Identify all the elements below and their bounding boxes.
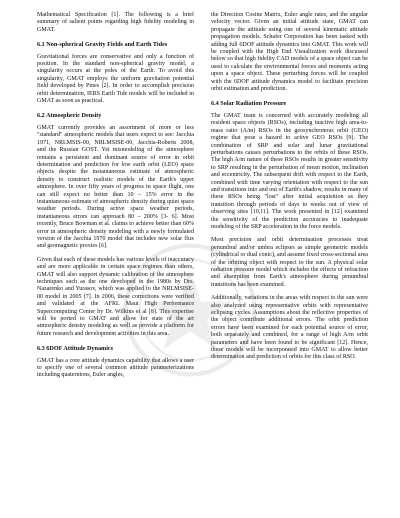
srp-paragraph-1: The GMAT team is concerned with accurately modeling all resident space objects (RSOs), including inactive high area-to-mass ratio (A/m) RSOs in the geosynchronous orbit (GEO) regime that pose a hazard to active GEO RSOs [9]. The combination of SRP and solar and lunar gravitational perturbations causes perturbations to the orbits of these RSOs. The high A/m nature of these RSOs results in greater sensitivity to SRP resulting in the perturbation of mean motion, inclination and eccentricity. The subsequent drift with respect to the Earth, combined with time varying orientation with respect to the sun and transitions into and out of Earth's shadow, results in many of these RSOs being "lost" after initial acquisition as they transition through periods of days to weeks out of view of observing sites [10,11]. The work presented in [12] examined the sensitivity of the prediction accuracies to inadequate modeling of the SRP acceleration in the force models. [211, 112, 368, 230]
attitude-continued-paragraph: the Direction Cosine Matrix, Euler angle rates, and the angular velocity vector. Given an initial attitude state, GMAT can propagate the attitude using one of several kinematic attitude propagation models. Schafer Corporation has been tasked with adding full 6DOF attitude dynamics into GMAT. This work will be coupled with the High End Visualization work discussed below so that high fidelity CAD models of a space object can be used to calculate the environmental forces and moments acting upon a space object. These perturbing forces will be coupled with the 6DOF attitude dynamics model to facilitate precision orbit estimation and prediction. [211, 12, 368, 93]
attitude-paragraph: GMAT has a core attitude dynamics capability that allows a user to specify one of several common attitude parameterizations including quaternions, Euler angles, [37, 357, 194, 379]
atmosphere-paragraph-1: GMAT currently provides an assortment of more or less "standard" atmospheric models that users expect to see: Jacchia 1971, NRLMSIS-00, NRLMSISE-00, Jacchia-Roberts 2008, and the Russian GOST. Yet mismodeling of the atmosphere remains a persistent and dominant source of error in orbit determination and prediction for low earth orbit (LEO) space objects despite the instantaneous estimate of atmospheric density to construct realistic models of the Earth's upper atmosphere. In over fifty years of progress in space flight, one can still expect no better than 10 – 15% error in the instantaneous estimate of atmospheric density during quiet space weather periods. During active space weather periods, instantaneous errors can approach 80 – 200% [3- 6]. Most recently, Bruce Bowman et al. claims to achieve better than 60% error in atmospheric density modeling with a newly formulated version of the Jacchia 1970 model that includes new solar flux and geomagnetic proxies [6]. [37, 124, 195, 250]
section-heading-atmosphere: 6.2 Atmospheric Density [37, 112, 102, 120]
left-column [37, 12, 194, 386]
srp-paragraph-3: Additionally, variations in the areas with respect to the sun were also analyzed using representative orbits with representative eclipsing cycles. Assumptions about the reflective properties of the object contribute additional errors. The orbit prediction errors have been examined for each potential source of error, both separately and combined, for a range of high A/m orbit parameters and have been found to be significant [12]. Hence, these models will be incorporated into GMAT to allow better determination and prediction of orbits for this class of RSO. [211, 295, 368, 361]
right-column [211, 12, 368, 368]
section-heading-attitude: 6.3 6DOF Attitude Dynamics [37, 345, 114, 353]
gravity-paragraph: Gravitational forces are conservative and only a function of position. In the standard non-spherical gravity model, a singularity occurs at the poles of the Earth. To avoid this singularity, GMAT employs the uniform gravitation potential field developed by Pines [2]. In order to accomplish precision orbit determination, IERS Earth Tide models will be included in GMAT as soon as practical. [37, 53, 194, 105]
section-heading-srp: 6.4 Solar Radiation Pressure [211, 100, 287, 108]
intro-paragraph: Mathematical Specification [1]. The following is a brief summary of salient points regarding high fidelity modeling in GMAT. [37, 12, 194, 33]
section-heading-gravity: 6.1 Non-spherical Gravity Fields and Earth Tides [37, 41, 168, 49]
atmosphere-paragraph-2: Given that each of these models has various levels of inaccuracy and are more applicable in certain space regimes than others, GMAT will also support dynamic calibration of the atmosphere techniques such as the one developed in the 1980s by Drs. Nazarenko and Yurasov, which was applied to the NRLMSISE-00 model in 2005 [7]. In 2006, these corrections were verified and validated at the AFRL Maui High Performance Supercomputing Center by Dr. Wilkins et al [8]. This expertise will be ported to GMAT and allow for state of the art atmospheric density modeling as well as provide a platform for future research and development activities in this area. [37, 256, 194, 337]
srp-paragraph-2: Most precision and orbit determination processes treat penumbral and/or umbra eclipses as simple geometric models (cylindrical or dual conic), and assume fixed cross-sectional area of the orbiting object with respect to the sun. A physical solar radiation pressure model which includes the effects of refraction and absorption from Earth's atmosphere during penumbral transitions has been examined. [211, 237, 368, 288]
